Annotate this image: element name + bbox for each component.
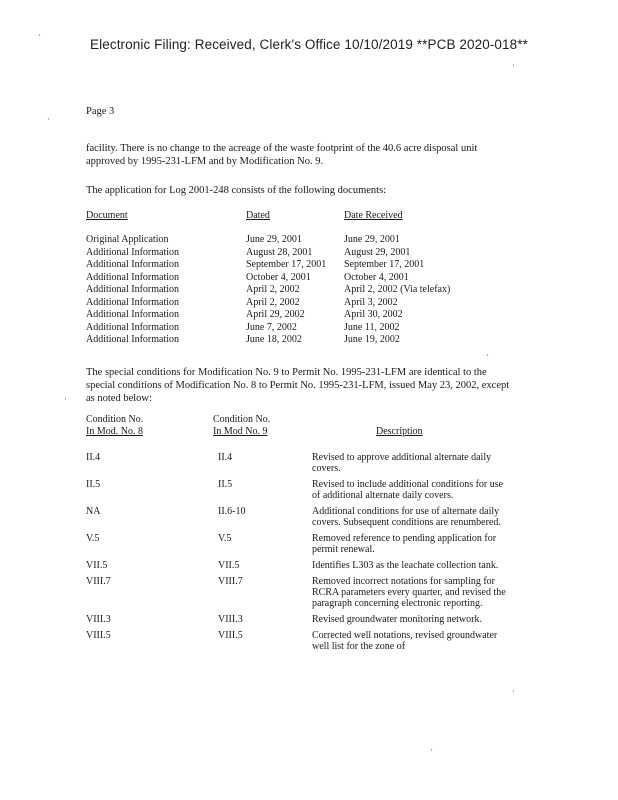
mod9-cell: II.5: [218, 479, 233, 490]
mod9-cell: VII.5: [218, 560, 240, 571]
table-row: [86, 452, 516, 474]
table-row: [86, 630, 516, 652]
description-cell: Revised to approve additional alternate daily covers.: [312, 452, 492, 474]
mod8-cell: II.5: [86, 479, 101, 490]
description-cell: Corrected well notations, revised groundwater well list for the zone of: [312, 630, 498, 652]
document-cell: Additional Information: [86, 334, 180, 345]
conditions-table: [86, 452, 516, 657]
conditions-table-header: [86, 414, 516, 444]
mod9-cell: II.6-10: [218, 506, 246, 517]
document-cell: Additional Information: [86, 259, 180, 270]
dated-cell: June 29, 2001: [246, 234, 302, 245]
col-header-mod9-line2: In Mod No. 9: [213, 426, 268, 437]
dated-cell: October 4, 2001: [246, 271, 311, 283]
dated-cell: April 2, 2002: [246, 284, 300, 295]
scan-speck: ·: [430, 745, 433, 755]
table-row: [86, 576, 516, 609]
table-row: [86, 506, 516, 528]
document-cell: Additional Information: [86, 309, 180, 320]
document-cell: Additional Information: [86, 321, 180, 333]
mod8-cell: VIII.5: [86, 630, 111, 641]
received-cell: September 17, 2001: [344, 259, 425, 270]
col-header-mod8-line2: In Mod. No. 8: [86, 426, 143, 437]
table-row: [86, 614, 516, 625]
dated-cell: September 17, 2001: [246, 259, 327, 270]
mod9-cell: VIII.7: [218, 576, 243, 587]
scan-speck: ·: [512, 686, 515, 696]
dated-cell: April 2, 2002: [246, 296, 300, 308]
description-cell: Removed incorrect notations for sampling for RCRA parameters every quarter, and revised the paragraph concerning electronic reporting.: [312, 576, 506, 609]
page-number: Page 3: [86, 106, 115, 117]
paragraph-special-conditions: The special conditions for Modification No. 9 to Permit No. 1995-231-LFM are identical to the special conditions of Modification No. 8 to Permit No. 1995-231-LFM, issued May 23, 2002, except as noted below:: [86, 367, 510, 404]
mod8-cell: VIII.7: [86, 576, 111, 587]
mod8-cell: II.4: [86, 452, 101, 463]
col-header-mod8-line1: Condition No.: [86, 414, 144, 425]
received-cell: April 3, 2002: [344, 296, 398, 308]
received-cell: October 4, 2001: [344, 271, 409, 283]
paragraph-acreage: facility. There is no change to the acreage of the waste footprint of the 40.6 acre disposal unit approved by 1995-231-LFM and by Modification No. 9.: [86, 143, 478, 167]
col-header-date-received: Date Received: [344, 210, 403, 221]
col-header-mod9-line1: Condition No.: [213, 414, 271, 425]
received-cell: April 30, 2002: [344, 309, 403, 320]
col-header-description: Description: [376, 426, 423, 437]
description-cell: Removed reference to pending application for permit renewal.: [312, 533, 497, 555]
description-cell: Revised groundwater monitoring network.: [312, 614, 482, 625]
table-row: [86, 479, 516, 501]
dated-cell: April 29, 2002: [246, 309, 305, 320]
description-cell: Revised to include additional conditions for use of additional alternate daily covers.: [312, 479, 504, 501]
received-cell: April 2, 2002 (Via telefax): [344, 284, 451, 295]
scan-speck: ·: [486, 350, 489, 360]
table-row: [86, 533, 516, 555]
mod8-cell: VII.5: [86, 560, 108, 571]
description-cell: Identifies L303 as the leachate collection tank.: [312, 560, 499, 571]
col-header-mod8: [86, 414, 143, 438]
received-cell: June 19, 2002: [344, 334, 400, 345]
document-cell: Original Application: [86, 234, 169, 245]
scan-speck: ·: [64, 394, 67, 404]
scan-speck: ·: [38, 30, 41, 40]
table-row: [86, 560, 516, 571]
col-header-document: Document: [86, 210, 128, 221]
dated-cell: June 18, 2002: [246, 334, 302, 345]
filing-stamp-header: Electronic Filing: Received, Clerk's Office 10/10/2019 **PCB 2020-018**: [90, 37, 528, 52]
received-cell: June 29, 2001: [344, 234, 400, 245]
document-cell: Additional Information: [86, 296, 180, 308]
mod8-cell: VIII.3: [86, 614, 111, 625]
received-cell: August 29, 2001: [344, 246, 411, 258]
mod9-cell: VIII.3: [218, 614, 243, 625]
dated-cell: June 7, 2002: [246, 321, 297, 333]
mod8-cell: V.5: [86, 533, 100, 544]
scan-speck: ·: [47, 114, 50, 124]
mod9-cell: VIII.5: [218, 630, 243, 641]
col-header-dated: Dated: [246, 210, 270, 221]
document-cell: Additional Information: [86, 284, 180, 295]
description-cell: Additional conditions for use of alternate daily covers. Subsequent conditions are renumbered.: [312, 506, 501, 528]
paragraph-application-intro: The application for Log 2001-248 consists of the following documents:: [86, 185, 387, 196]
mod9-cell: II.4: [218, 452, 233, 463]
document-cell: Additional Information: [86, 246, 180, 258]
received-cell: June 11, 2002: [344, 321, 400, 333]
col-header-mod9: [213, 414, 270, 438]
dated-cell: August 28, 2001: [246, 246, 313, 258]
mod8-cell: NA: [86, 506, 101, 517]
scan-speck: ·: [512, 60, 515, 70]
document-cell: Additional Information: [86, 271, 180, 283]
mod9-cell: V.5: [218, 533, 232, 544]
